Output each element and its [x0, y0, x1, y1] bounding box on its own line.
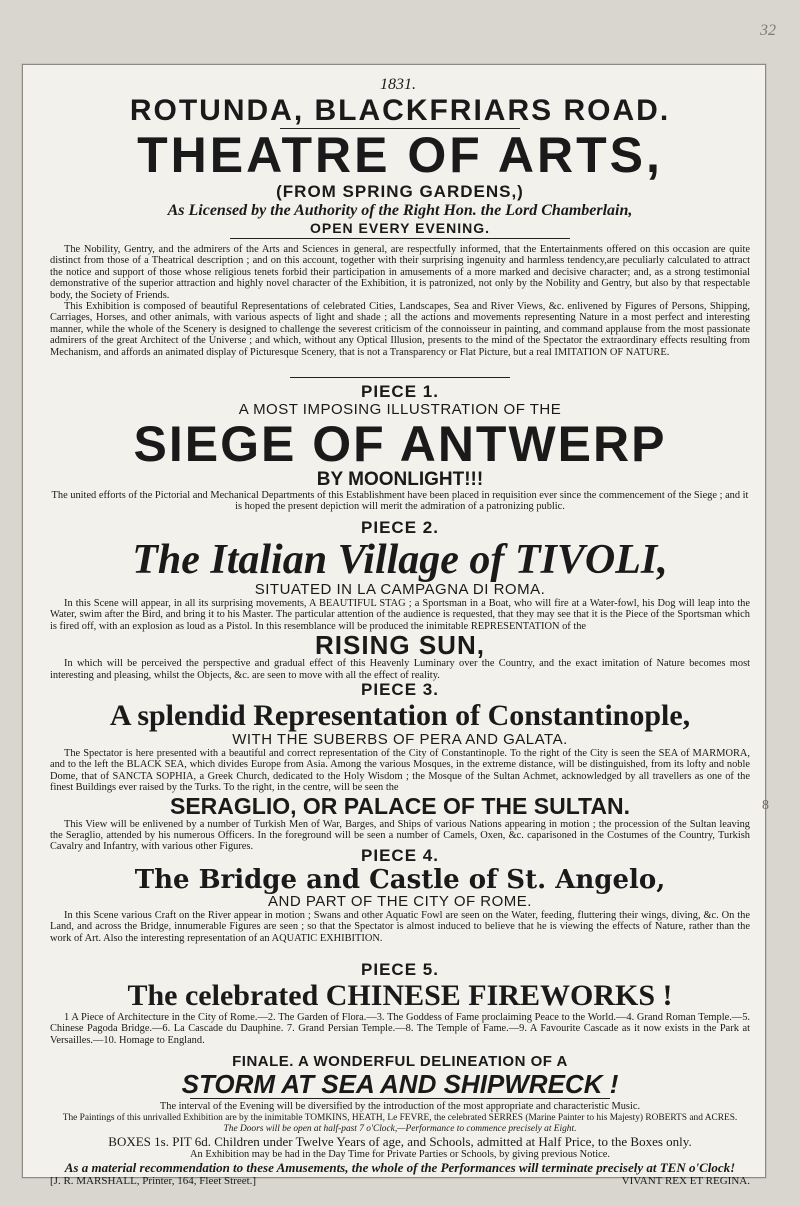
section-rule-1	[290, 377, 510, 378]
piece-3-section	[50, 680, 750, 853]
piece-5-title: The celebrated CHINESE FIREWORKS !	[127, 979, 673, 1012]
margin-number: 8	[762, 798, 769, 813]
piece-3-subtitle: WITH THE SUBERBS OF PERA AND GALATA.	[232, 731, 568, 748]
piece-2-title: The Italian Village of TIVOLI,	[132, 537, 668, 583]
finale-section	[50, 1053, 750, 1099]
footer-doors: The Doors will be open at half-past 7 o'Clock,—Performance to commence precisely at Eight.	[223, 1124, 577, 1134]
main-title: THEATRE OF ARTS,	[137, 127, 663, 183]
piece-5-section	[50, 960, 750, 1046]
footer-section	[50, 1101, 750, 1187]
piece-1-section	[50, 382, 750, 513]
piece-4-text: In this Scene various Craft on the River appear in motion ; Swans and other Aquatic Fowl are seen on the Water, feeding, fluttering their wings, diving, &c. On the Land, and across the Bridge, innumerable Figures are seen ; so that the Spectator is almost induced to believe that he is viewing the effects of Nature, rather than the work of Art. Also the interesting representation of an AQUATIC EXHIBITION.	[50, 910, 750, 944]
from-line: (FROM SPRING GARDENS,)	[276, 182, 524, 201]
corner-mark: 32	[760, 22, 776, 39]
header-rule	[230, 238, 570, 239]
piece-1-title: SIEGE OF ANTWERP	[133, 416, 667, 472]
year-annotation: 1831.	[380, 76, 416, 93]
finale-label: FINALE. A WONDERFUL DELINEATION OF A	[232, 1053, 568, 1070]
footer-interval: The interval of the Evening will be diversified by the introduction of the most appropriate and characteristic Music.	[159, 1101, 641, 1112]
printer-imprint: [J. R. MARSHALL, Printer, 164, Fleet Street.]	[50, 1175, 257, 1187]
piece-1-by: BY MOONLIGHT!!!	[316, 469, 484, 490]
piece-4-label: PIECE 4.	[361, 846, 439, 865]
footer-prices: BOXES 1s. PIT 6d. Children under Twelve Years of age, and Schools, admitted at Half Price, to the Boxes only.	[108, 1134, 692, 1149]
piece-2-text: In this Scene will appear, in all its surprising movements, A BEAUTIFUL STAG ; a Sportsman in a Boat, who will fire at a Water-fowl, his Dog will leap into the Water, swim after the Bird, and bring it to his Master. The particular attention of the audience is requested, that they may see that it is the Piece of the Sportsman which is fired off, with an explosion as loud as a Pistol. In this resemblance will be produced the inimitable REPRESENTATION of the	[50, 598, 750, 632]
piece-1-text: The united efforts of the Pictorial and Mechanical Departments of this Establishment have been placed in requisition ever since the commencement of the Siege ; and it is hoped the present depiction will merit the admiration of a patronizing public.	[51, 490, 749, 513]
licensed-line: As Licensed by the Authority of the Right Hon. the Lord Chamberlain,	[167, 202, 633, 219]
piece-2-section	[50, 518, 750, 681]
venue-heading: ROTUNDA, BLACKFRIARS ROAD.	[129, 94, 671, 127]
piece-2-text-2: In which will be perceived the perspective and gradual effect of this Heavenly Luminary over the Country, and the exact imitation of Nature becomes most interesting and pleasing, whilst the Objects, &c. are seen to move with all the effect of reality.	[50, 658, 750, 681]
finale-title: STORM AT SEA AND SHIPWRECK !	[181, 1069, 619, 1099]
piece-4-title: The Bridge and Castle of St. Angelo,	[134, 865, 666, 895]
piece-1-subtitle: A MOST IMPOSING ILLUSTRATION OF THE	[238, 401, 562, 418]
intro-paragraph-2: This Exhibition is composed of beautiful Representations of celebrated Cities, Landscapes, Sea and River Views, &c. enlivened by Figures of Persons, Shipping, Carriages, Horses, and other animals, with various aspects of light and shade ; all the actions and movements representing Nature in a most perfect and interesting manner, while the whole of the Scenery is designed to challenge the severest criticism of the connoisseur in painting, and command applause from the most passionate admirers of the great Architect of the Universe ; and which, without any Optical Illusion, presents to the mind of the Spectator the extraordinary effects resulting from Mechanism, and affords an animated display of Picturesque Scenery, that is not a Transparency or Flat Picture, but a real IMITATION OF NATURE.	[50, 301, 750, 358]
seraglio-heading: SERAGLIO, OR PALACE OF THE SULTAN.	[170, 792, 630, 819]
piece-5-label: PIECE 5.	[361, 960, 439, 979]
footer-paintings: The Paintings of this unrivalled Exhibition are by the inimitable TOMKINS, HEATH, Le FEVRE, the celebrated SERRES (Marine Painter to his Majesty) ROBERTS and ACRES.	[62, 1113, 738, 1123]
footer-bottom-line	[50, 1175, 750, 1187]
intro-paragraph-1: The Nobility, Gentry, and the admirers of the Arts and Sciences in general, are respectfully informed, that the Entertainments offered on this occasion are quite distinct from those of a Theatrical description ; and on this account, together with their surprising ingenuity and harmless tendency,are peculiarly calculated to attract the notice and support of those whose religious tenets forbid their participation in amusements of a more marked and decisive character; and, as a strong testimonial demonstrative of the superior attraction and highly novel character of the Exhibition, it is patronized, not only by the Nobility and Gentry, but also by that respectable body, the Society of Friends.	[50, 244, 750, 301]
piece-2-subtitle: SITUATED IN LA CAMPAGNA DI ROMA.	[254, 581, 546, 598]
piece-3-text-2: This View will be enlivened by a number of Turkish Men of War, Barges, and Ships of various Nations appearing in motion ; the procession of the Sultan leaving the Seraglio, attended by his numerous Officers. In the foreground will be seen a number of Camels, Oxen, &c. caparisoned in the Costumes of the Country, Turkish Cavalry and Infantry, with various other Figures.	[50, 818, 750, 853]
vivant-motto: VIVANT REX ET REGINA.	[621, 1175, 750, 1187]
piece-3-text: The Spectator is here presented with a beautiful and correct representation of the City of Constantinople. To the right of the City is seen the SEA of MARMORA, and to the left the BLACK SEA, which divides Europe from Asia. Among the various Mosques, in the extreme distance, will be distinguished, from its lofty and noble Dome, that of SANCTA SOPHIA, a Greek Church, dedicated to the Holy Wisdom ; the Mosque of the Sultan Achmet, acknowledged by all travellers as one of the finest Buildings ever raised by the Turks. To the right, in the centre, will be seen the	[50, 748, 750, 794]
piece-4-section	[50, 846, 750, 944]
rising-sun-heading: RISING SUN,	[315, 630, 485, 661]
intro-section	[50, 244, 750, 358]
open-line: OPEN EVERY EVENING.	[309, 220, 491, 236]
piece-5-text: 1 A Piece of Architecture in the City of Rome.—2. The Garden of Flora.—3. The Goddess of Fame proclaiming Peace to the World.—4. Grand Roman Temple.—5. Chinese Pagoda Bridge.—6. La Cascade du Dauphine. 7. Grand Persian Temple.—8. The Temple of Fame.—9. A Favourite Cascade as it now exists in the Park at Versailles.—10. Homage to England.	[50, 1012, 750, 1046]
footer-private: An Exhibition may be had in the Day Time for Private Parties or Schools, by giving previous Notice.	[190, 1149, 610, 1160]
piece-1-label: PIECE 1.	[361, 382, 439, 401]
piece-3-label: PIECE 3.	[361, 680, 439, 699]
piece-3-title: A splendid Representation of Constantinople,	[109, 699, 691, 732]
footer-recommendation: As a material recommendation to these Amusements, the whole of the Performances will terminate precisely at TEN o'Clock!	[64, 1160, 736, 1175]
piece-4-subtitle: AND PART OF THE CITY OF ROME.	[268, 893, 532, 910]
piece-2-label: PIECE 2.	[361, 518, 439, 537]
